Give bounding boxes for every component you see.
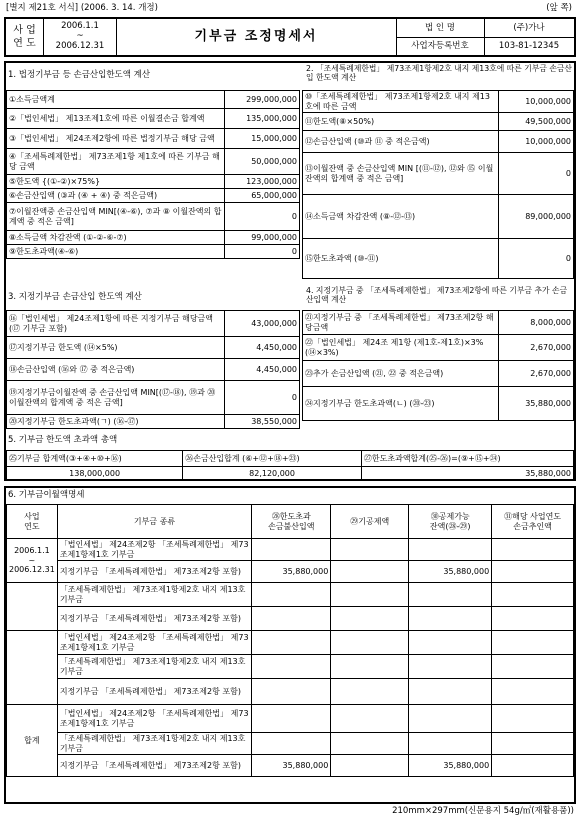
calc-row xyxy=(303,387,574,421)
amount-cell xyxy=(492,631,574,655)
reg-label: 사업자등록번호 xyxy=(396,37,485,55)
calc-row xyxy=(7,415,300,429)
calc-row xyxy=(303,239,574,279)
amount-cell xyxy=(252,655,331,679)
calc-label: ㉒「법인세법」 제24조 제1항 (제1호-제1호)×3% (⑭×3%) xyxy=(303,335,499,361)
amount-cell xyxy=(409,655,492,679)
s5-h3: ㉗한도초과액합계(㉕-㉖)=(⑨+⑮+㉔) xyxy=(361,451,573,467)
calc-row xyxy=(303,361,574,387)
donation-type: 지정기부금 「조세특례제한법」 제73조제2항 포함) xyxy=(57,561,251,583)
calc-row xyxy=(303,335,574,361)
calc-row xyxy=(7,189,300,203)
calc-label: ⑧소득금액 차감잔액 (①-②-⑥-⑦) xyxy=(7,231,225,245)
calc-label: ⑪한도액(⑧×50%) xyxy=(303,113,499,131)
donation-type: 지정기부금 「조세특례제한법」 제73조제2항 포함) xyxy=(57,607,251,631)
section3-title: 3. 지정기부금 손금산입 한도액 계산 xyxy=(8,292,142,302)
calc-row xyxy=(303,91,574,113)
table-row xyxy=(7,655,574,679)
calc-label: ⑫손금산입액 (⑩과 ⑪ 중 적은금액) xyxy=(303,131,499,153)
calc-value: 4,450,000 xyxy=(225,337,300,359)
table-row xyxy=(7,755,574,777)
section1-table xyxy=(6,90,300,259)
amount-cell: 35,880,000 xyxy=(252,755,331,777)
period xyxy=(44,19,117,55)
calc-row xyxy=(7,109,300,129)
calc-value: 0 xyxy=(225,381,300,415)
amount-cell xyxy=(492,539,574,561)
calc-value: 0 xyxy=(499,153,574,195)
calc-label: ⑲지정기부금이월잔액 중 손금산입액 MIN[(⑰-⑱), ⑲과 ⑳ 이월잔액의 합계액 중 적은 금액] xyxy=(7,381,225,415)
calc-value: 99,000,000 xyxy=(225,231,300,245)
section6-title: 6. 기부금이월액명세 xyxy=(8,490,85,500)
amount-cell xyxy=(252,705,331,733)
calc-label: ⑬이월잔액 중 손금산입액 MIN [(⑪-⑫), ⑫와 ⑮ 이월잔액의 합계액 중 적은 금액] xyxy=(303,153,499,195)
amount-cell xyxy=(331,655,409,679)
calc-label: ㉑지정기부금 중 「조세특례제한법」 제73조제2항 해당금액 xyxy=(303,311,499,335)
year-text: ~ xyxy=(28,555,36,565)
calc-value: 89,000,000 xyxy=(499,195,574,239)
calc-value: 2,670,000 xyxy=(499,335,574,361)
amount-cell: 35,880,000 xyxy=(409,561,492,583)
amount-cell xyxy=(331,733,409,755)
calc-row xyxy=(303,113,574,131)
amount-cell xyxy=(492,733,574,755)
donation-type: 「법인세법」 제24조제2항 「조세특례제한법」 제73조제1항제1호 기부금 xyxy=(57,705,251,733)
page-side: (앞 쪽) xyxy=(546,3,572,13)
calc-row xyxy=(7,311,300,337)
s6-h-30: ㉚공제가능 잔액(㉘-㉙) xyxy=(409,505,492,539)
calc-value: 15,000,000 xyxy=(225,129,300,149)
s6-h-year: 사업 연도 xyxy=(7,505,58,539)
year-label: 사 업 연 도 xyxy=(6,19,44,55)
calc-label: ⑭소득금액 차감잔액 (⑧-⑫-⑬) xyxy=(303,195,499,239)
amount-cell xyxy=(331,539,409,561)
amount-cell xyxy=(409,705,492,733)
calc-value: 0 xyxy=(225,203,300,231)
year-text: 2006.1.1 xyxy=(14,546,50,556)
calc-label: ④「조세특례제한법」 제73조제1항 제1호에 따른 기부금 해당 금액 xyxy=(7,149,225,175)
year-cell xyxy=(7,583,58,631)
calc-row xyxy=(7,203,300,231)
s6-h-type: 기부금 종류 xyxy=(57,505,251,539)
section4-table xyxy=(302,310,574,421)
calc-label: ①소득금액계 xyxy=(7,91,225,109)
donation-type: 지정기부금 「조세특례제한법」 제73조제2항 포함) xyxy=(57,679,251,705)
section5-title: 5. 기부금 한도액 초과액 총액 xyxy=(8,435,118,445)
calc-label: ⑨한도초과액(④-⑥) xyxy=(7,245,225,259)
s6-h-28: ㉘한도초과 손금불산입액 xyxy=(252,505,331,539)
calc-value: 8,000,000 xyxy=(499,311,574,335)
s6-h-31: ㉛해당 사업연도 손금추인액 xyxy=(492,505,574,539)
amount-cell xyxy=(331,631,409,655)
table-row xyxy=(7,705,574,733)
s5-v3: 35,880,000 xyxy=(361,467,573,481)
amount-cell xyxy=(492,583,574,607)
period-tilde: ~ xyxy=(76,31,84,41)
amount-cell xyxy=(252,607,331,631)
calc-label: ⑮한도초과액 (⑩-⑪) xyxy=(303,239,499,279)
amount-cell xyxy=(492,755,574,777)
s5-h1: ㉕기부금 합계액(③+④+⑩+⑯) xyxy=(7,451,183,467)
calc-row xyxy=(303,153,574,195)
section1-title: 1. 법정기부금 등 손금산입한도액 계산 xyxy=(8,70,151,80)
calc-row xyxy=(7,175,300,189)
calc-value: 43,000,000 xyxy=(225,311,300,337)
amount-cell xyxy=(252,583,331,607)
donation-type: 「법인세법」 제24조제2항 「조세특례제한법」 제73조제1항제1호 기부금 xyxy=(57,539,251,561)
calc-label: ㉔지정기부금 한도초과액(ㄴ) (⑳-㉓) xyxy=(303,387,499,421)
amount-cell xyxy=(409,539,492,561)
table-row xyxy=(7,733,574,755)
s5-v1: 138,000,000 xyxy=(7,467,183,481)
calc-row xyxy=(303,195,574,239)
amount-cell: 35,880,000 xyxy=(252,561,331,583)
section5-table xyxy=(6,450,574,481)
page-title: 기부금 조정명세서 xyxy=(116,19,397,55)
table-row xyxy=(7,561,574,583)
table-row xyxy=(7,607,574,631)
section2-title: 2. 「조세특례제한법」 제73조제1항제2호 내지 제13호에 따른 기부금 손금산입 한도액 계산 xyxy=(306,64,572,82)
section4-title: 4. 지정기부금 중 「조세특례제한법」 제73조제2항에 따른 기부금 추가 손금산입액 계산 xyxy=(306,286,568,304)
period-from: 2006.1.1 xyxy=(61,21,99,31)
table-row xyxy=(7,679,574,705)
amount-cell xyxy=(252,733,331,755)
calc-value: 10,000,000 xyxy=(499,91,574,113)
table-row xyxy=(7,631,574,655)
corp-label: 법 인 명 xyxy=(396,19,485,38)
amount-cell xyxy=(331,607,409,631)
amount-cell xyxy=(409,631,492,655)
amount-cell xyxy=(492,561,574,583)
amount-cell xyxy=(409,679,492,705)
section2-table xyxy=(302,90,574,279)
amount-cell xyxy=(409,733,492,755)
table-row xyxy=(7,583,574,607)
footer-paper: 210mm×297mm(신문용지 54g/㎡(재활용품)) xyxy=(392,806,574,816)
section6-table xyxy=(6,504,574,777)
calc-row xyxy=(7,231,300,245)
calc-value: 0 xyxy=(225,245,300,259)
amount-cell xyxy=(331,583,409,607)
calc-row xyxy=(7,245,300,259)
amount-cell xyxy=(492,679,574,705)
calc-label: ㉓추가 손금산입액 (㉑, ㉒ 중 적은금액) xyxy=(303,361,499,387)
amount-cell xyxy=(331,679,409,705)
amount-cell xyxy=(492,607,574,631)
calc-row xyxy=(303,311,574,335)
calc-row xyxy=(7,337,300,359)
year-cell xyxy=(7,631,58,705)
amount-cell xyxy=(252,539,331,561)
year-cell: 합계 xyxy=(7,705,58,777)
calc-value: 4,450,000 xyxy=(225,359,300,381)
donation-type: 「조세특례제한법」 제73조제1항제2호 내지 제13호 기부금 xyxy=(57,583,251,607)
calc-label: ⑥손금산입액 (③과 (④ + ④) 중 적은금액) xyxy=(7,189,225,203)
calc-value: 35,880,000 xyxy=(499,387,574,421)
calc-value: 2,670,000 xyxy=(499,361,574,387)
amount-cell xyxy=(331,755,409,777)
calc-label: ⑯「법인세법」 제24조제1항에 따른 지정기부금 해당금액 (⑰ 기부금 포함) xyxy=(7,311,225,337)
calc-value: 10,000,000 xyxy=(499,131,574,153)
amount-cell: 35,880,000 xyxy=(409,755,492,777)
calc-value: 65,000,000 xyxy=(225,189,300,203)
calc-label: ⑦이월잔액중 손금산입액 MIN[(④-⑥), ⑦과 ⑧ 이월잔액의 합계액 중 적은 금액] xyxy=(7,203,225,231)
s6-h-29: ㉙기공제액 xyxy=(331,505,409,539)
form-number: [별지 제21호 서식] (2006. 3. 14. 개정) xyxy=(6,3,158,13)
year-text: 2006.12.31 xyxy=(9,565,55,575)
donation-type: 「조세특례제한법」 제73조제1항제2호 내지 제13호 기부금 xyxy=(57,655,251,679)
calc-row xyxy=(303,131,574,153)
calc-label: ②「법인세법」 제13조제1호에 따른 이월결손금 합계액 xyxy=(7,109,225,129)
calc-label: ⑰지정기부금 한도액 (⑭×5%) xyxy=(7,337,225,359)
calc-row xyxy=(7,129,300,149)
amount-cell xyxy=(252,631,331,655)
calc-value: 49,500,000 xyxy=(499,113,574,131)
calc-value: 123,000,000 xyxy=(225,175,300,189)
s5-h2: ㉖손금산입합계 (⑥+⑫+⑱+㉓) xyxy=(183,451,362,467)
calc-value: 0 xyxy=(499,239,574,279)
amount-cell xyxy=(492,655,574,679)
calc-label: ⑤한도액 {(①-②)×75%} xyxy=(7,175,225,189)
donation-type: 지정기부금 「조세특례제한법」 제73조제2항 포함) xyxy=(57,755,251,777)
calc-row xyxy=(7,381,300,415)
amount-cell xyxy=(252,679,331,705)
table-row xyxy=(7,539,574,561)
amount-cell xyxy=(331,705,409,733)
amount-cell xyxy=(331,561,409,583)
section3-table xyxy=(6,310,300,429)
calc-row xyxy=(7,359,300,381)
calc-label: ③「법인세법」 제24조제2항에 따른 법정기부금 해당 금액 xyxy=(7,129,225,149)
calc-value: 299,000,000 xyxy=(225,91,300,109)
amount-cell xyxy=(409,583,492,607)
calc-value: 38,550,000 xyxy=(225,415,300,429)
calc-row xyxy=(7,91,300,109)
calc-label: ⑩「조세특례제한법」 제73조제1항제2호 내지 제13호에 따른 금액 xyxy=(303,91,499,113)
calc-row xyxy=(7,149,300,175)
calc-label: ⑳지정기부금 한도초과액(ㄱ) (⑯-⑰) xyxy=(7,415,225,429)
amount-cell xyxy=(409,607,492,631)
donation-type: 「조세특례제한법」 제73조제1항제2호 내지 제13호 기부금 xyxy=(57,733,251,755)
top-block xyxy=(4,17,576,57)
calc-value: 135,000,000 xyxy=(225,109,300,129)
reg-no: 103-81-12345 xyxy=(498,41,560,51)
period-to: 2006.12.31 xyxy=(55,41,105,51)
calc-value: 50,000,000 xyxy=(225,149,300,175)
s5-v2: 82,120,000 xyxy=(183,467,362,481)
corp-name: (주)가나 xyxy=(484,19,574,38)
year-cell xyxy=(7,539,58,583)
amount-cell xyxy=(492,705,574,733)
calc-label: ⑱손금산입액 (⑯와 ⑰ 중 적은금액) xyxy=(7,359,225,381)
donation-type: 「법인세법」 제24조제2항 「조세특례제한법」 제73조제1항제1호 기부금 xyxy=(57,631,251,655)
